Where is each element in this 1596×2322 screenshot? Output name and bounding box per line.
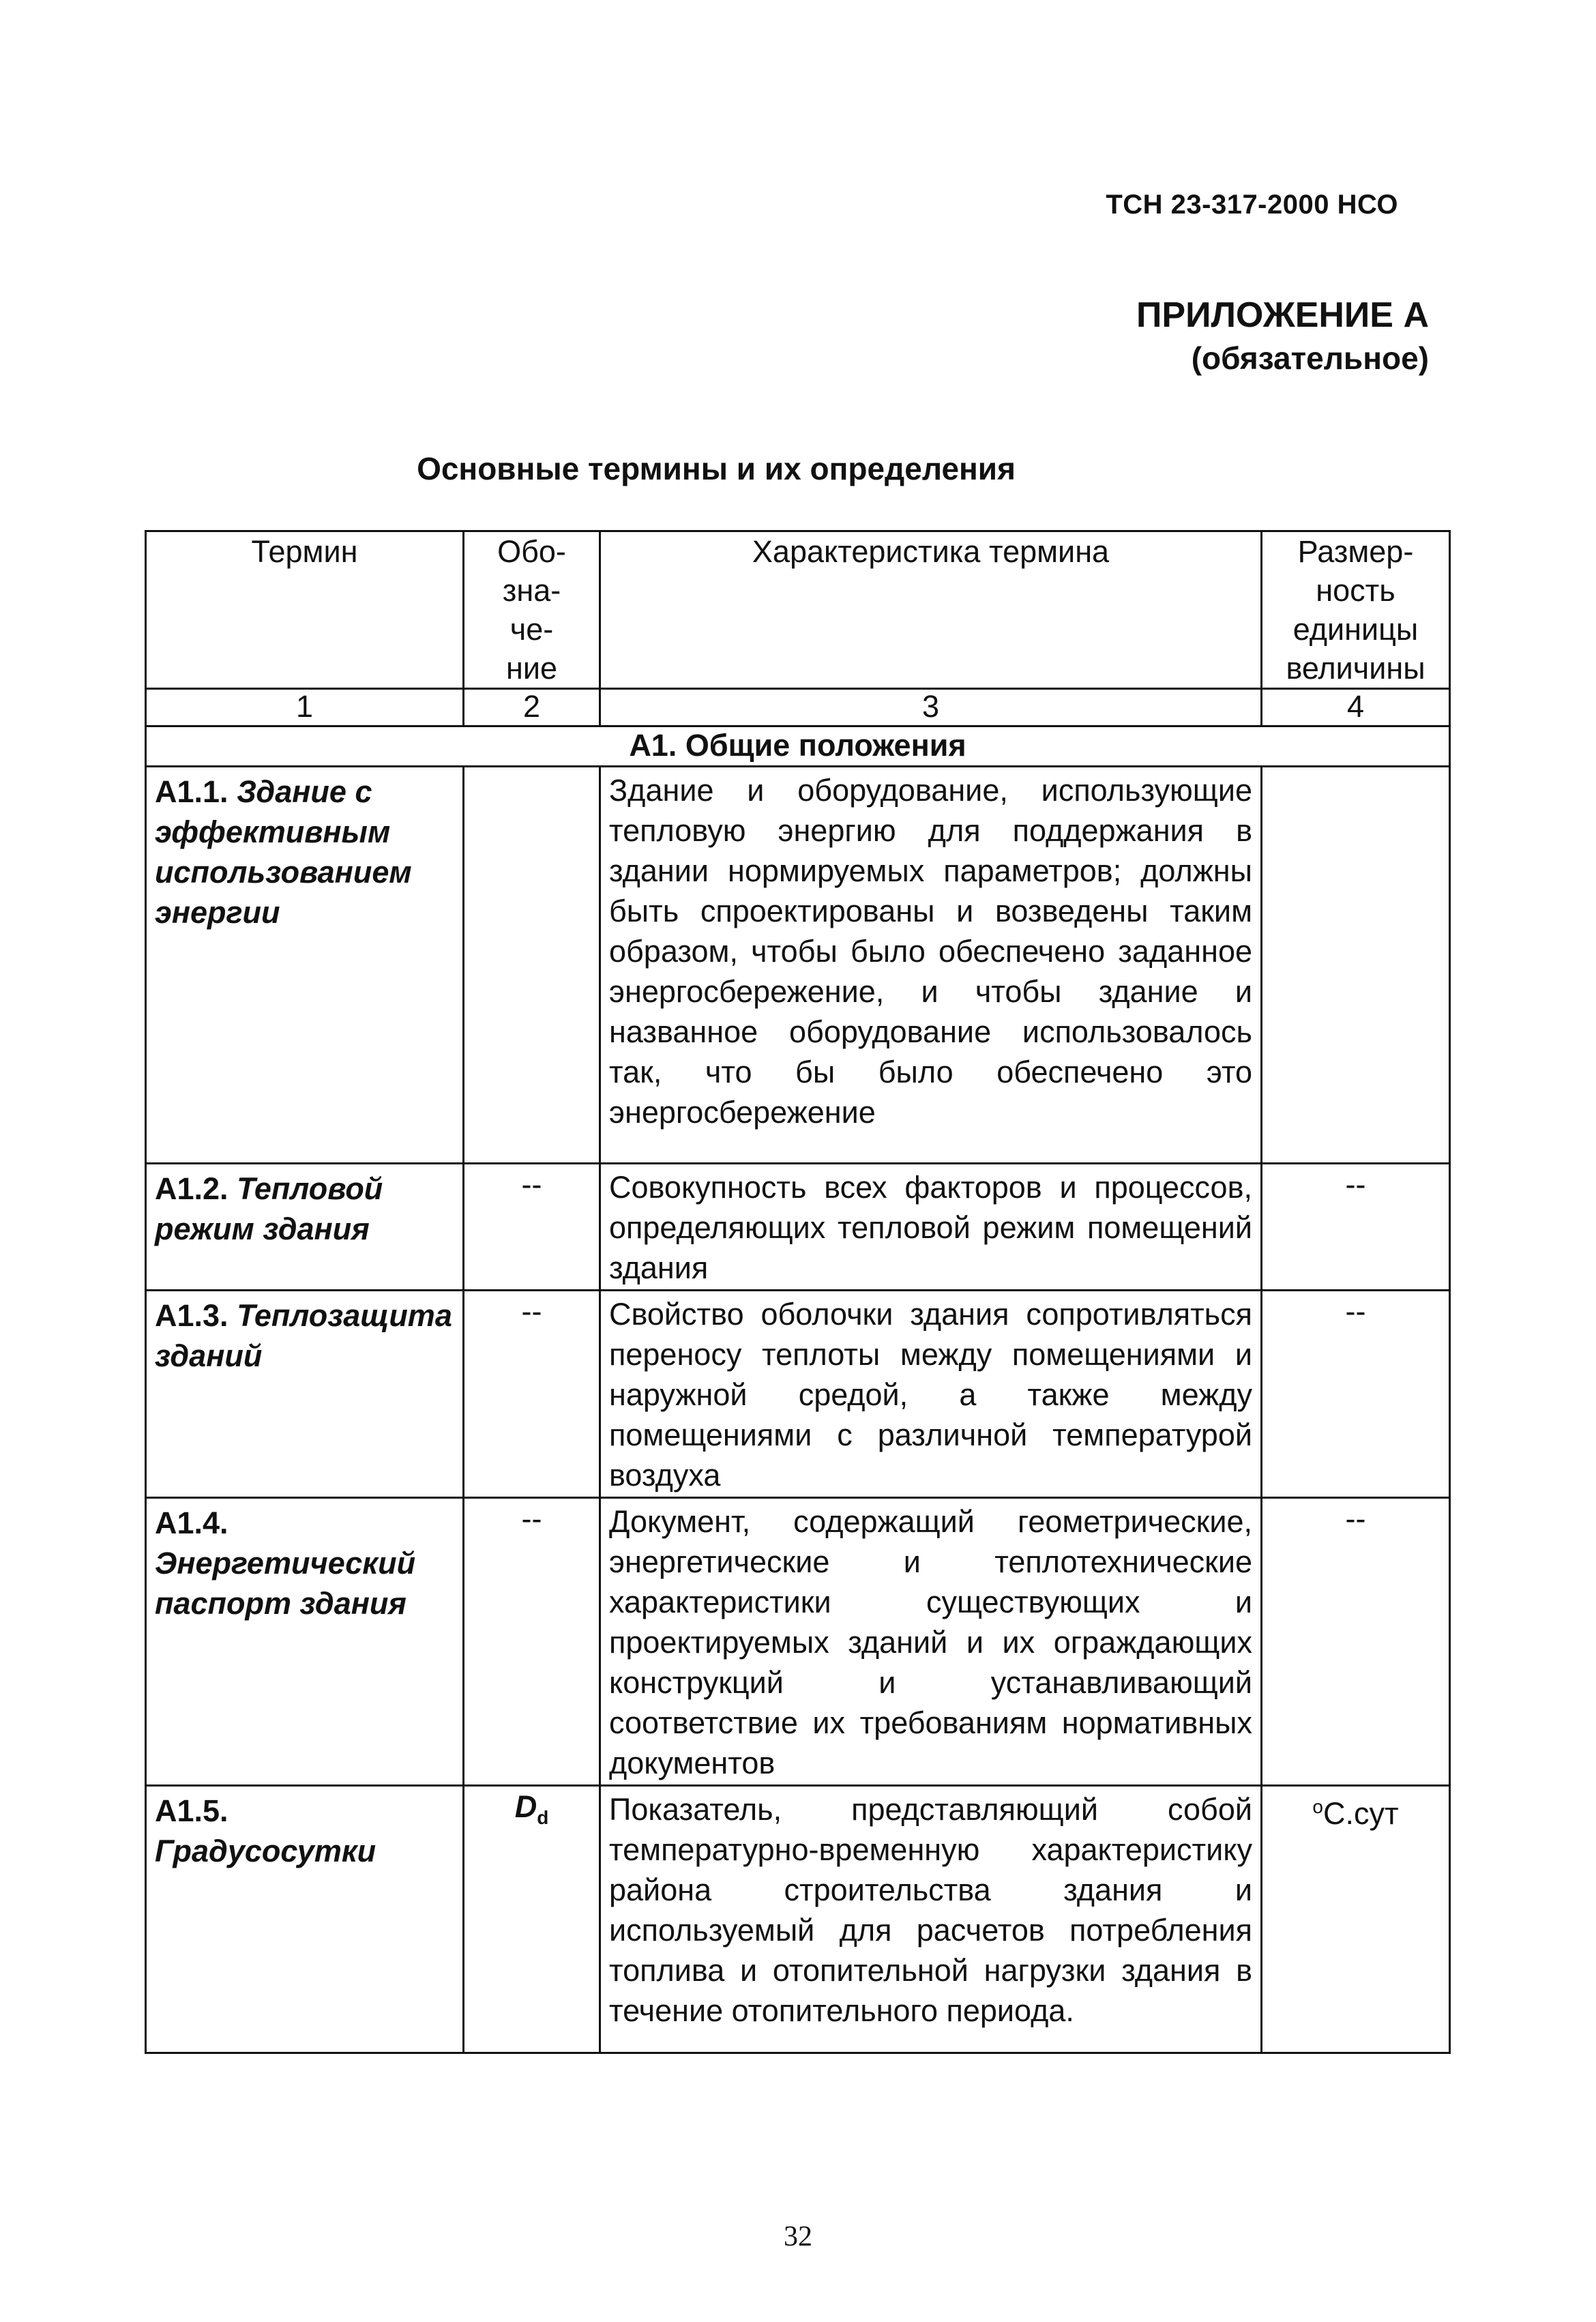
term-cell bbox=[146, 767, 464, 1164]
unit-superscript: о bbox=[1312, 1796, 1323, 1817]
symbol: -- bbox=[521, 1501, 542, 1536]
column-header-description: Характеристика термина bbox=[600, 531, 1262, 689]
unit: -- bbox=[1345, 1501, 1366, 1536]
column-number: 4 bbox=[1262, 689, 1450, 726]
unit: -- bbox=[1345, 1294, 1366, 1329]
unit-cell bbox=[1262, 1786, 1450, 2053]
symbol-cell bbox=[464, 1786, 600, 2053]
description-cell: Свойство оболочки здания сопротивляться переносу теплоты между помещениями и наружной средой, а также между помещениями с различной температурой воздуха bbox=[600, 1291, 1262, 1498]
description-cell: Документ, содержащий геометрические, энергетические и теплотехнические характеристики существующих и проектируемых зданий и их ограждающих конструкций и устанавливающий соответствие их требованиям нормативных документов bbox=[600, 1498, 1262, 1786]
column-header-unit: Размер- ность единицы величины bbox=[1262, 531, 1450, 689]
term-number: А1.3. bbox=[155, 1298, 228, 1333]
unit: С.сут bbox=[1322, 1796, 1399, 1831]
table-header-row bbox=[146, 531, 1450, 689]
description-cell: Показатель, представляющий собой температурно-временную характеристику района строительства здания и используемый для расчетов потребления топлива и отопительной нагрузки здания в течение отопительного периода. bbox=[600, 1786, 1262, 2053]
document-code: ТСН 23-317-2000 НСО bbox=[1106, 190, 1398, 220]
table-row bbox=[146, 1498, 1450, 1786]
column-header-symbol: Обо- зна- че- ние bbox=[464, 531, 600, 689]
symbol-cell bbox=[464, 1164, 600, 1291]
description-cell: Совокупность всех факторов и процессов, определяющих тепловой режим помещений здания bbox=[600, 1164, 1262, 1291]
term-number: А1.2. bbox=[155, 1171, 228, 1206]
symbol-cell bbox=[464, 1498, 600, 1786]
unit: -- bbox=[1345, 1167, 1366, 1202]
table-title: Основные термины и их определения bbox=[417, 451, 1016, 486]
page-number: 32 bbox=[784, 2221, 812, 2252]
unit-cell bbox=[1262, 767, 1450, 1164]
table-title-wrap bbox=[0, 450, 1596, 487]
term-number: А1.1. bbox=[155, 774, 228, 809]
unit-cell bbox=[1262, 1164, 1450, 1291]
symbol-subscript: d bbox=[537, 1807, 549, 1828]
appendix-heading bbox=[1136, 293, 1429, 379]
term-name: Тепловой режим здания bbox=[155, 1171, 383, 1246]
symbol: -- bbox=[521, 1294, 542, 1329]
unit-cell bbox=[1262, 1498, 1450, 1786]
appendix-note: (обязательное) bbox=[1191, 340, 1429, 376]
term-name: Градусосутки bbox=[155, 1834, 376, 1868]
term-cell bbox=[146, 1786, 464, 2053]
term-name: Теплозащита зданий bbox=[155, 1298, 452, 1373]
term-cell bbox=[146, 1498, 464, 1786]
column-number: 1 bbox=[146, 689, 464, 726]
column-number-row bbox=[146, 689, 1450, 726]
description-cell: Здание и оборудование, использующие тепловую энергию для поддержания в здании нормируемых параметров; должны быть спроектированы и возведены таким образом, чтобы было обеспечено заданное энергосбережение, и чтобы здание и названное оборудование использовалось так, что бы было обеспечено это энергосбережение bbox=[600, 767, 1262, 1164]
terms-table bbox=[145, 530, 1451, 2054]
term-name: Энергетический паспорт здания bbox=[155, 1546, 416, 1621]
section-title: А1. Общие положения bbox=[146, 726, 1450, 767]
column-number: 3 bbox=[600, 689, 1262, 726]
table-row bbox=[146, 1164, 1450, 1291]
symbol-cell bbox=[464, 1291, 600, 1498]
unit-cell bbox=[1262, 1291, 1450, 1498]
table-row bbox=[146, 1291, 1450, 1498]
table-row bbox=[146, 1786, 1450, 2053]
term-number: А1.5. bbox=[155, 1793, 228, 1828]
column-header-term: Термин bbox=[146, 531, 464, 689]
term-cell bbox=[146, 1164, 464, 1291]
symbol: -- bbox=[521, 1167, 542, 1202]
term-number: А1.4. bbox=[155, 1505, 228, 1540]
symbol-cell bbox=[464, 767, 600, 1164]
symbol: D bbox=[514, 1789, 537, 1824]
column-number: 2 bbox=[464, 689, 600, 726]
table-row bbox=[146, 767, 1450, 1164]
term-cell bbox=[146, 1291, 464, 1498]
term-name: Здание с эффективным использованием энергии bbox=[155, 774, 412, 930]
appendix-title: ПРИЛОЖЕНИЕ А bbox=[1136, 295, 1429, 335]
section-row bbox=[146, 726, 1450, 767]
